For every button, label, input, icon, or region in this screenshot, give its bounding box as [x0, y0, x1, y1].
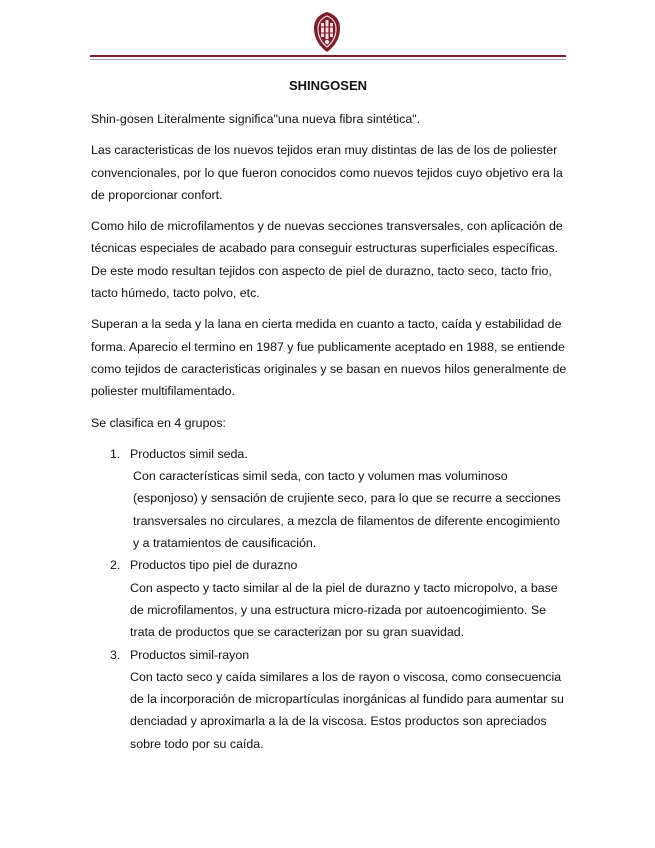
paragraph-definition: Shin-gosen Literalmente significa"una nueva fibra sintética". [91, 112, 421, 126]
list-item-title: Productos simil seda. [130, 446, 248, 461]
list-item [91, 554, 569, 643]
institution-seal-icon [312, 11, 342, 53]
groups-list [91, 443, 569, 755]
page-title: SHINGOSEN [288, 78, 367, 93]
paragraph-characteristics: Las caracteristicas de los nuevos tejidos eran muy distintas de las de los de poliester convencionales, por lo que fueron conocidos como nuevos tejidos cuyo objetivo era la de proporcionar confort. [91, 143, 563, 202]
paragraph-classification-intro: Se clasifica en 4 grupos: [91, 415, 226, 430]
list-item [91, 443, 569, 554]
paragraph-history: Superan a la seda y la lana en cierta medida en cuanto a tacto, caída y estabilidad de forma. Aparecio el termino en 1987 y fue publicamente aceptado en 1988, se entiende como tejidos de caracteristicas originales y se basan en nuevos hilos generalmente de poliester multifilamentado. [91, 317, 567, 399]
document-body [91, 108, 569, 755]
list-item-description: Con tacto seco y caída similares a los de rayon o viscosa, como consecuencia de la incorporación de micropartículas inorgánicas al fundido para aumentar su denciadad y aproximarla a la de la viscosa. Estos productos son apreciados sobre todo por su caída. [130, 669, 564, 751]
list-item-title: Productos tipo piel de durazno [130, 558, 298, 573]
list-item-number: 2. [110, 558, 121, 573]
header-divider [90, 55, 566, 57]
list-item [91, 644, 569, 755]
list-item-description: Con características simil seda, con tacto y volumen mas voluminoso (esponjoso) y sensación de crujiente seco, para lo que se recurre a secciones transversales no circulares, a mezcla de filamentos de diferente encogimiento y a tratamientos de causificación. [133, 469, 561, 551]
list-item-number: 1. [110, 446, 121, 461]
paragraph-microfilaments: Como hilo de microfilamentos y de nuevas secciones transversales, con aplicación de técnicas especiales de acabado para conseguir estructuras superficiales específicas. De este modo resultan tejidos con aspecto de piel de durazno, tacto seco, tacto frio, tacto húmedo, tacto polvo, etc. [91, 219, 563, 301]
list-item-number: 3. [110, 647, 121, 662]
list-item-description: Con aspecto y tacto similar al de la piel de durazno y tacto micropolvo, a base de microfilamentos, y una estructura micro-rizada por autoencogimiento. Se trata de productos que se caracterizan por su gran suavidad. [130, 580, 558, 640]
header-divider-thin [90, 59, 566, 60]
list-item-title: Productos simil-rayon [130, 647, 250, 662]
